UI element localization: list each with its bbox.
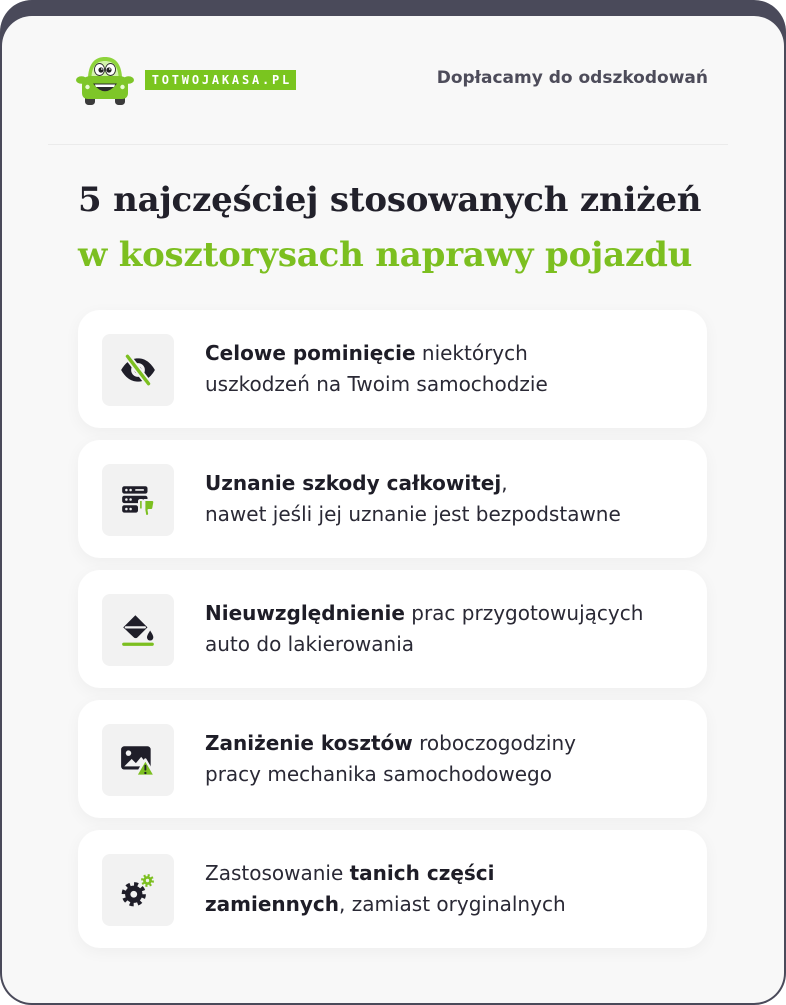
text-emphasis: Zaniżenie kosztów <box>205 731 413 755</box>
server-thumbs-down-icon <box>119 481 157 519</box>
text-line <box>205 889 566 920</box>
text-run: , zamiast oryginalnych <box>339 892 566 916</box>
text-line <box>205 598 643 629</box>
list-item-text <box>205 338 548 400</box>
text-run: auto do lakierowania <box>205 632 415 656</box>
list-item <box>78 830 707 948</box>
icon-tile <box>102 724 174 796</box>
text-emphasis: Uznanie szkody całkowitej <box>205 471 502 495</box>
text-line <box>205 369 548 400</box>
text-line <box>205 728 576 759</box>
logo[interactable] <box>76 54 134 106</box>
text-run: roboczogodziny <box>412 731 576 755</box>
icon-tile <box>102 464 174 536</box>
text-line <box>205 468 621 499</box>
icon-tile <box>102 594 174 666</box>
text-run: Zastosowanie <box>205 861 350 885</box>
icon-tile <box>102 334 174 406</box>
list-item-text <box>205 858 566 920</box>
text-line <box>205 759 576 790</box>
page-title <box>78 173 701 283</box>
text-run: prac przygotowujących <box>404 601 644 625</box>
list-item-text <box>205 598 643 660</box>
text-line <box>205 338 548 369</box>
title-line-2: w kosztorysach naprawy pojazdu <box>78 235 693 275</box>
text-emphasis: zamiennych <box>205 892 340 916</box>
discount-list <box>78 310 707 948</box>
list-item <box>78 440 707 558</box>
text-emphasis: tanich części <box>349 861 495 885</box>
list-item <box>78 310 707 428</box>
list-item-text <box>205 468 621 530</box>
text-line <box>205 499 621 530</box>
text-run: uszkodzeń na Twoim samochodzie <box>205 372 548 396</box>
title-line-1: 5 najczęściej stosowanych zniżeń <box>78 180 702 220</box>
text-run: , <box>501 471 508 495</box>
header-divider <box>48 144 728 145</box>
list-item-text <box>205 728 576 790</box>
text-run: niektórych <box>415 341 528 365</box>
icon-tile <box>102 854 174 926</box>
brand-name[interactable]: TOTWOJAKASA.PL <box>145 70 296 90</box>
paint-bucket-icon <box>119 611 157 649</box>
text-line <box>205 629 643 660</box>
text-run: nawet jeśli jej uznanie jest bezpodstawne <box>205 502 621 526</box>
car-mascot-icon <box>76 54 134 106</box>
text-run: pracy mechanika samochodowego <box>205 762 552 786</box>
list-item <box>78 700 707 818</box>
image-warning-icon <box>119 741 157 779</box>
text-emphasis: Celowe pominięcie <box>205 341 416 365</box>
eye-slash-icon <box>119 351 157 389</box>
list-item <box>78 570 707 688</box>
gears-icon <box>119 871 157 909</box>
text-emphasis: Nieuwzględnienie <box>205 601 405 625</box>
header-tagline: Dopłacamy do odszkodowań <box>436 68 708 88</box>
text-line <box>205 858 566 889</box>
